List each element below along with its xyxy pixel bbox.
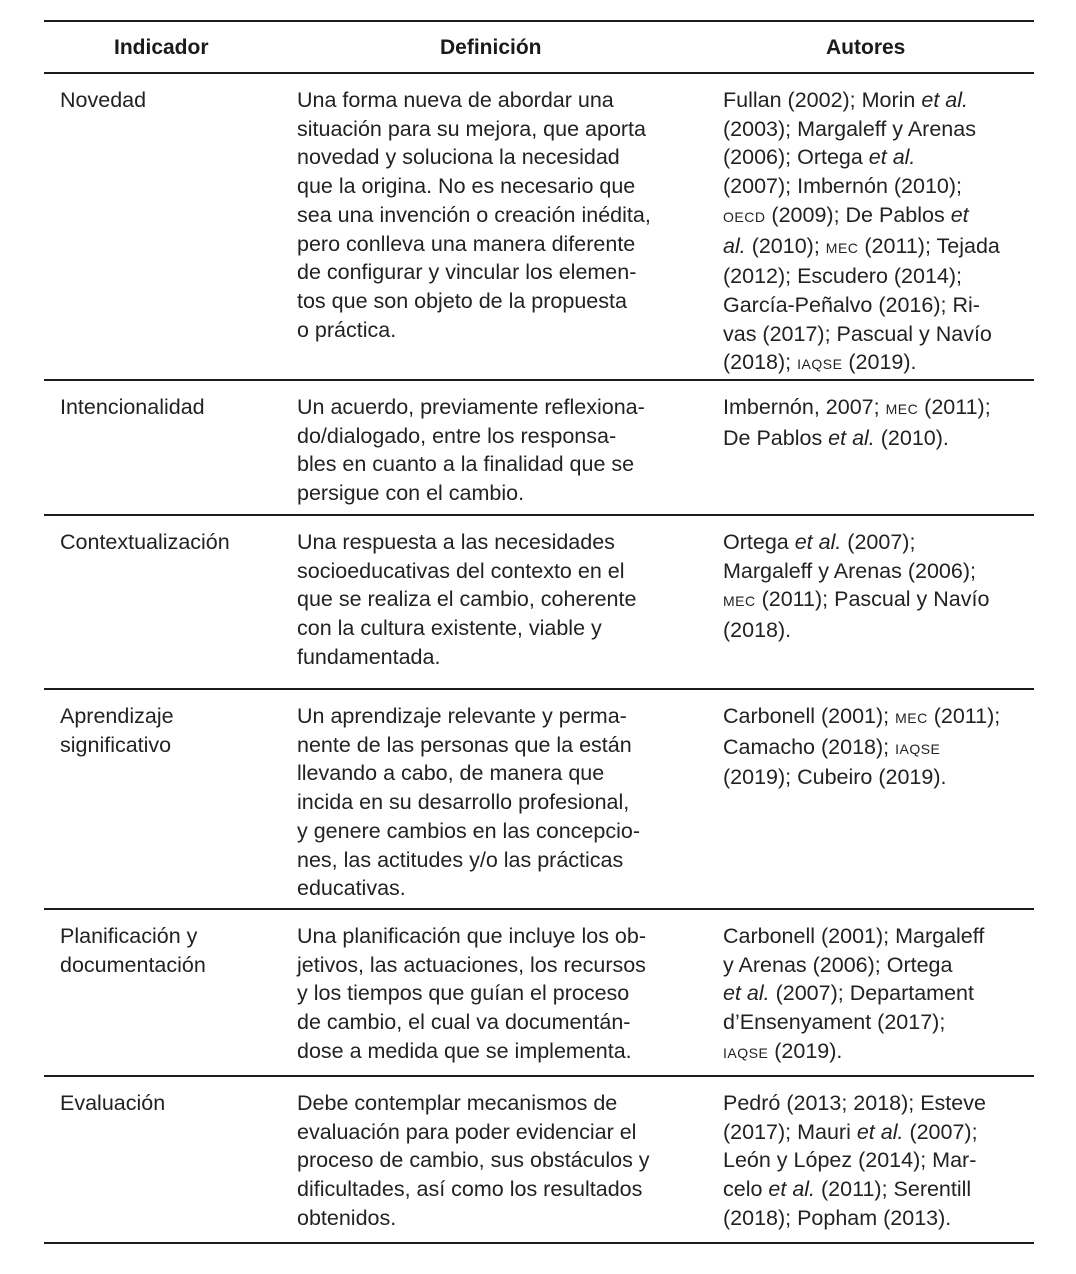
cell-line: Debe contemplar mecanismos de (297, 1091, 618, 1115)
cell-line: de configurar y vincular los elemen- (297, 260, 637, 285)
cell-line: jetivos, las actuaciones, los recursos (297, 952, 646, 977)
cell-line: celo et al. (2011); Serentill (723, 1177, 972, 1202)
cell-indicador (60, 922, 270, 979)
cell-line: Un acuerdo, previamente reflexiona- (297, 395, 645, 419)
cell-line: y los tiempos que guían el proceso (297, 981, 630, 1006)
cell-line: Una respuesta a las necesidades (297, 530, 615, 554)
cell-line: con la cultura existente, viable y (297, 616, 602, 641)
cell-line: Planificación y (60, 924, 198, 948)
cell-autores (723, 1089, 1033, 1233)
cell-line: que la origina. No es necesario que (297, 174, 636, 199)
cell-line: do/dialogado, entre los responsa- (297, 423, 617, 448)
cell-line: Margaleff y Arenas (2006); (723, 558, 976, 583)
cell-definicion (297, 702, 697, 903)
cell-line: que se realiza el cambio, coherente (297, 587, 637, 612)
cell-indicador (60, 702, 270, 759)
indicators-table (44, 20, 1034, 1244)
cell-line: nente de las personas que la están (297, 732, 632, 757)
cell-line: educativas. (297, 876, 406, 901)
cell-line: (2018). (723, 618, 792, 643)
cell-line: Intencionalidad (60, 395, 205, 419)
cell-line: dose a medida que se implementa. (297, 1038, 632, 1063)
cell-line: Camacho (2018); IAQSE (723, 734, 941, 759)
cell-line: De Pablos et al. (2010). (723, 425, 949, 450)
cell-line: (2003); Margaleff y Arenas (723, 116, 976, 141)
cell-line: (2018); Popham (2013). (723, 1205, 952, 1230)
cell-line: nes, las actitudes y/o las prácticas (297, 847, 624, 872)
cell-line: persigue con el cambio. (297, 481, 525, 506)
cell-line: pero conlleva una manera diferente (297, 231, 636, 256)
cell-line: novedad y soluciona la necesidad (297, 145, 620, 170)
cell-line: García-Peñalvo (2016); Ri- (723, 292, 980, 317)
cell-line: y Arenas (2006); Ortega (723, 952, 953, 977)
cell-line: proceso de cambio, sus obstáculos y (297, 1148, 650, 1173)
cell-definicion (297, 86, 697, 344)
cell-line: Carbonell (2001); Margaleff (723, 924, 985, 948)
cell-line: et al. (2007); Departament (723, 981, 974, 1006)
cell-indicador (60, 528, 270, 557)
cell-line: (2018); IAQSE (2019). (723, 350, 917, 375)
cell-line: MEC (2011); Pascual y Navío (723, 587, 990, 612)
cell-autores (723, 528, 1033, 645)
cell-line: d’Ensenyament (2017); (723, 1010, 946, 1035)
table-row (44, 910, 1034, 1077)
cell-line: Fullan (2002); Morin et al. (723, 88, 968, 112)
cell-line: fundamentada. (297, 644, 441, 669)
table-header (44, 22, 1034, 74)
cell-line: dificultades, así como los resultados (297, 1177, 643, 1202)
cell-line: Ortega et al. (2007); (723, 530, 916, 554)
table-row (44, 381, 1034, 516)
cell-autores (723, 922, 1033, 1068)
header-autores: Autores (826, 36, 906, 59)
cell-line: Una forma nueva de abordar una (297, 88, 614, 112)
cell-autores (723, 393, 1033, 452)
cell-line: León y López (2014); Mar- (723, 1148, 977, 1173)
cell-line: Aprendizaje (60, 704, 174, 728)
cell-line: incida en su desarrollo profesional, (297, 790, 630, 815)
cell-line: Evaluación (60, 1091, 166, 1115)
cell-line: IAQSE (2019). (723, 1038, 843, 1063)
cell-line: Imbernón, 2007; MEC (2011); (723, 395, 991, 419)
table-row (44, 690, 1034, 910)
table-row (44, 1077, 1034, 1244)
cell-line: OECD (2009); De Pablos et (723, 202, 969, 227)
cell-definicion (297, 1089, 697, 1233)
header-indicador: Indicador (114, 36, 209, 59)
cell-definicion (297, 528, 697, 672)
cell-line: (2006); Ortega et al. (723, 145, 916, 170)
cell-line: tos que son objeto de la propuesta (297, 288, 627, 313)
table-row (44, 516, 1034, 690)
cell-line: documentación (60, 952, 206, 977)
cell-indicador (60, 1089, 270, 1118)
cell-indicador (60, 86, 270, 115)
cell-autores (723, 86, 1033, 379)
cell-line: (2012); Escudero (2014); (723, 264, 963, 289)
cell-line: situación para su mejora, que aporta (297, 116, 646, 141)
cell-line: al. (2010); MEC (2011); Tejada (723, 233, 1000, 258)
cell-line: llevando a cabo, de manera que (297, 761, 605, 786)
table-row (44, 74, 1034, 381)
cell-definicion (297, 922, 697, 1066)
cell-line: socioeducativas del contexto en el (297, 558, 625, 583)
cell-autores (723, 702, 1033, 792)
cell-line: y genere cambios en las concepcio- (297, 818, 640, 843)
cell-line: significativo (60, 732, 172, 757)
cell-line: de cambio, el cual va documentán- (297, 1010, 631, 1035)
cell-line: sea una invención o creación inédita, (297, 202, 651, 227)
cell-line: (2017); Mauri et al. (2007); (723, 1119, 978, 1144)
cell-line: Un aprendizaje relevante y perma- (297, 704, 627, 728)
cell-line: Contextualización (60, 530, 230, 554)
cell-line: obtenidos. (297, 1205, 397, 1230)
cell-definicion (297, 393, 697, 508)
cell-line: vas (2017); Pascual y Navío (723, 321, 992, 346)
cell-line: o práctica. (297, 317, 397, 342)
cell-line: Una planificación que incluye los ob- (297, 924, 646, 948)
cell-line: bles en cuanto a la finalidad que se (297, 452, 635, 477)
cell-line: Carbonell (2001); MEC (2011); (723, 704, 1001, 728)
cell-line: (2019); Cubeiro (2019). (723, 765, 947, 790)
cell-line: (2007); Imbernón (2010); (723, 174, 963, 199)
cell-line: Pedró (2013; 2018); Esteve (723, 1091, 986, 1115)
cell-line: evaluación para poder evidenciar el (297, 1119, 637, 1144)
cell-line: Novedad (60, 88, 147, 112)
header-definicion: Definición (440, 36, 542, 59)
cell-indicador (60, 393, 270, 422)
